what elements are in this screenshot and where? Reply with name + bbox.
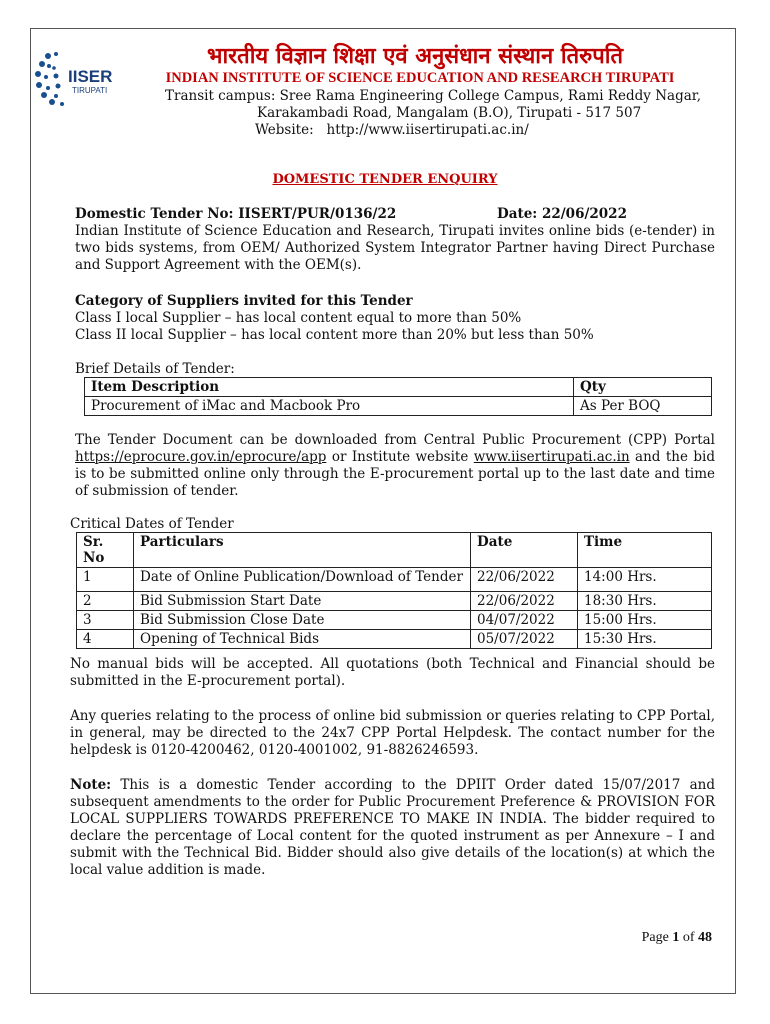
table-row xyxy=(77,533,712,568)
cell: Bid Submission Close Date xyxy=(134,611,471,630)
queries-paragraph: Any queries relating to the process of online bid submission or queries relating to CPP Portal, in general, may be directed to the 24x7 CPP Portal Helpdesk. The contact number for the helpdesk is 0120-4200462, 0120-4001002, 91-8826246593. xyxy=(70,708,715,758)
table-row xyxy=(85,397,712,416)
iiser-logo xyxy=(34,46,134,116)
cell: 22/06/2022 xyxy=(471,592,578,611)
cell: Opening of Technical Bids xyxy=(134,630,471,649)
table-row xyxy=(85,378,712,397)
cell: 04/07/2022 xyxy=(471,611,578,630)
class1-text: Class I local Supplier – has local content equal to more than 50% xyxy=(75,310,522,326)
table-row xyxy=(77,568,712,592)
brief-label: Brief Details of Tender: xyxy=(75,361,235,377)
cell: Bid Submission Start Date xyxy=(134,592,471,611)
hindi-title: भारतीय विज्ञान शिक्षा एवं अनुसंधान संस्थान तिरुपति xyxy=(207,44,623,69)
download-text-2: or Institute website xyxy=(326,449,474,465)
cell: Date of Online Publication/Download of Tender xyxy=(134,568,471,592)
download-text-3: and the bid is to be submitted online only through the E-procurement portal up to the last date and time of submission of tender. xyxy=(75,449,715,499)
tender-number-line xyxy=(75,206,715,223)
cell: 14:00 Hrs. xyxy=(578,568,712,592)
table-row xyxy=(77,592,712,611)
address-line-2: Karakambadi Road, Mangalam (B.O), Tirupati - 517 507 xyxy=(257,105,642,121)
cell: 2 xyxy=(77,592,134,611)
download-paragraph xyxy=(75,432,715,500)
col-particulars: Particulars xyxy=(134,533,471,568)
item-qty: As Per BOQ xyxy=(574,397,712,416)
address-line-1: Transit campus: Sree Rama Engineering College Campus, Rami Reddy Nagar, xyxy=(165,88,702,104)
cell: 15:00 Hrs. xyxy=(578,611,712,630)
institute-website-link[interactable]: www.iisertirupati.ac.in xyxy=(473,449,630,465)
col-qty: Qty xyxy=(574,378,712,397)
svg-text:IISER: IISER xyxy=(68,67,113,86)
cell: 4 xyxy=(77,630,134,649)
page-number: Page 1 of 48 xyxy=(641,930,712,945)
note-text: This is a domestic Tender according to the DPIIT Order dated 15/07/2017 and subsequent amendments to the order for Public Procurement Preference & PROVISION FOR LOCAL SUPPLIERS TOWARDS PREFERENCE TO MAKE IN INDIA. The bidder required to declare the percentage of Local content for the quoted instrument as per Annexure – I and submit with the Technical Bid. Bidder should also give details of the location(s) at which the local value addition is made. xyxy=(70,777,715,878)
table-row xyxy=(77,630,712,649)
cell: 1 xyxy=(77,568,134,592)
critical-dates-table xyxy=(76,532,712,649)
tender-date: Date: 22/06/2022 xyxy=(497,206,627,222)
item-description: Procurement of iMac and Macbook Pro xyxy=(85,397,574,416)
cell: 3 xyxy=(77,611,134,630)
critical-dates-label: Critical Dates of Tender xyxy=(70,516,234,532)
table-row xyxy=(77,611,712,630)
manual-bids-paragraph: No manual bids will be accepted. All quotations (both Technical and Financial should be submitted in the E-procurement portal). xyxy=(70,656,715,689)
note-label: Note: xyxy=(70,777,112,793)
website-link[interactable]: http://www.iisertirupati.ac.in/ xyxy=(326,122,529,138)
cell: 15:30 Hrs. xyxy=(578,630,712,649)
institute-title: INDIAN INSTITUTE OF SCIENCE EDUCATION AND RESEARCH TIRUPATI xyxy=(165,70,675,86)
cell: 22/06/2022 xyxy=(471,568,578,592)
category-heading: Category of Suppliers invited for this Tender xyxy=(75,293,413,309)
col-sr-no: Sr. No xyxy=(77,533,134,568)
col-time: Time xyxy=(578,533,712,568)
col-date: Date xyxy=(471,533,578,568)
brief-table xyxy=(84,377,712,416)
website-label: Website: xyxy=(255,122,314,138)
intro-paragraph: Indian Institute of Science Education and Research, Tirupati invites online bids (e-tender) in two bids systems, from OEM/ Authorized System Integrator Partner having Direct Purchase and Support Agreement with the OEM(s). xyxy=(75,223,715,273)
cell: 18:30 Hrs. xyxy=(578,592,712,611)
note-paragraph xyxy=(70,777,715,879)
website-line xyxy=(255,122,529,139)
cell: 05/07/2022 xyxy=(471,630,578,649)
download-text-1: The Tender Document can be downloaded from Central Public Procurement (CPP) Portal xyxy=(75,432,715,448)
class2-text: Class II local Supplier – has local content more than 20% but less than 50% xyxy=(75,327,594,343)
tender-heading: DOMESTIC TENDER ENQUIRY xyxy=(272,172,498,187)
cpp-portal-link[interactable]: https://eprocure.gov.in/eprocure/app xyxy=(75,449,327,465)
col-item-description: Item Description xyxy=(85,378,574,397)
svg-text:TIRUPATI: TIRUPATI xyxy=(72,86,108,95)
tender-number: Domestic Tender No: IISERT/PUR/0136/22 xyxy=(75,206,397,222)
